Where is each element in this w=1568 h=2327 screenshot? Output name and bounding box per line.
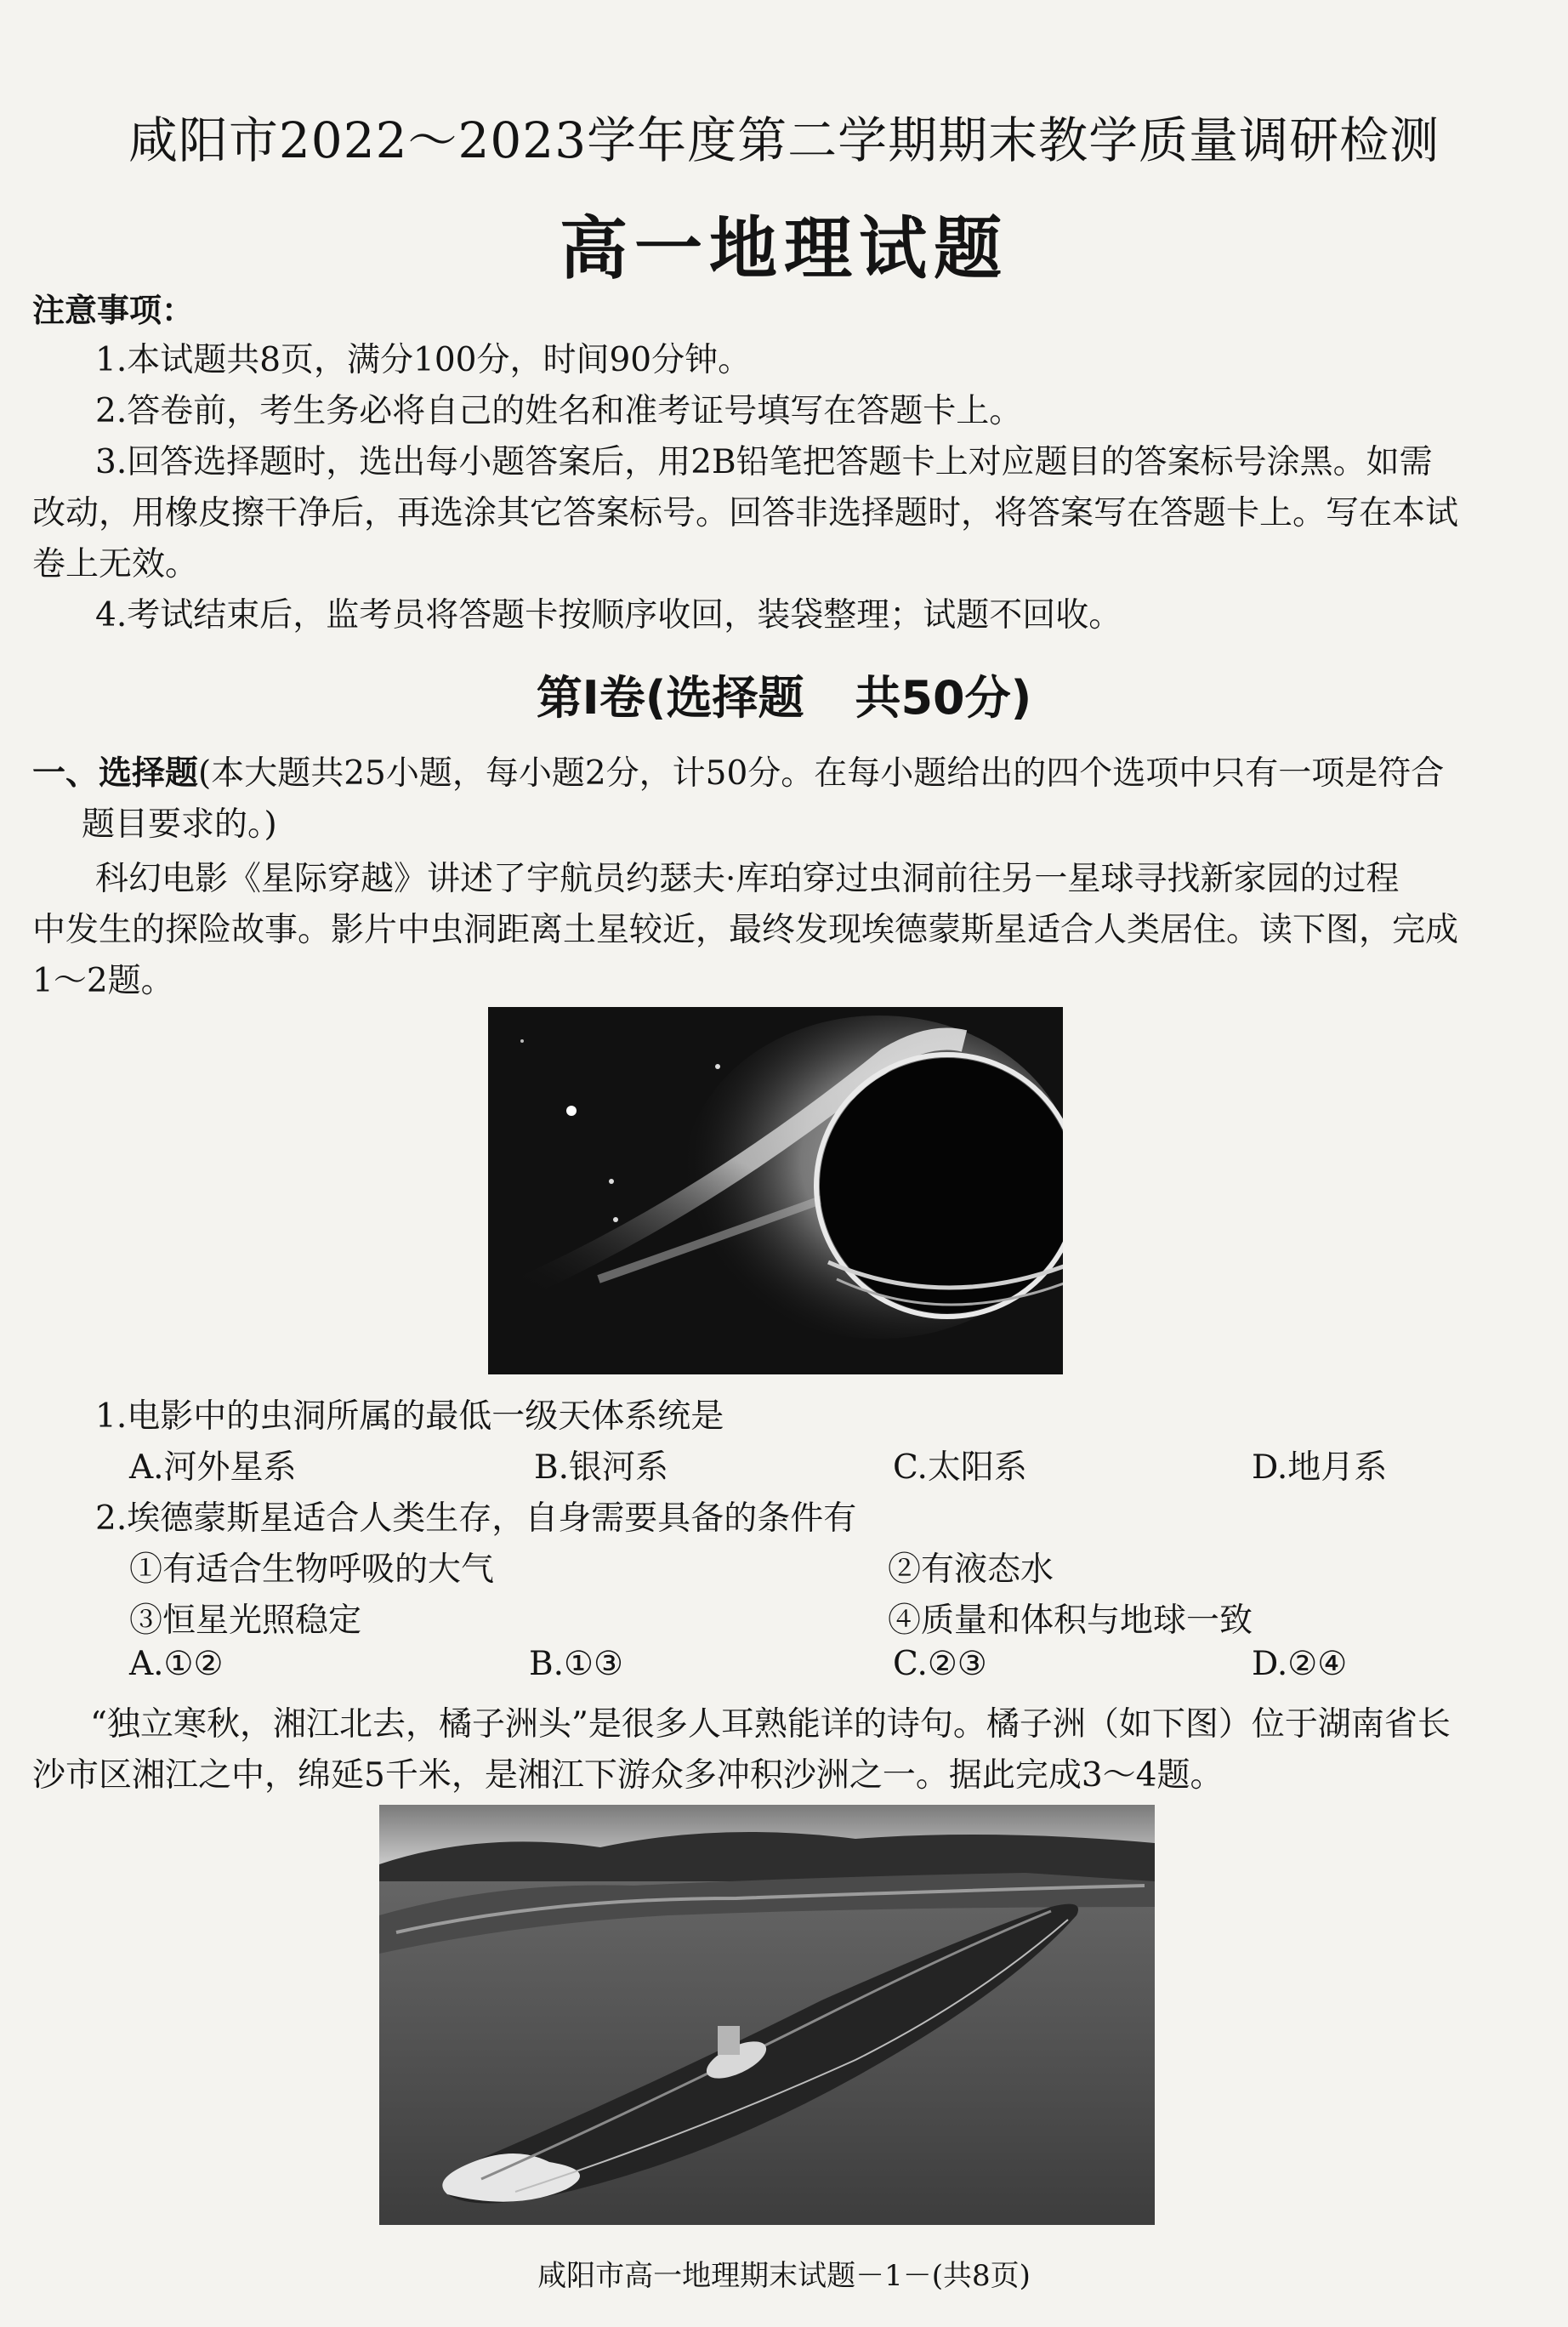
notice-item-3-cont2: 卷上无效。 xyxy=(32,545,199,583)
q2-option-d: D.②④ xyxy=(1252,1645,1348,1683)
section-title-a: 第Ⅰ卷(选择题 xyxy=(536,671,804,725)
passage1-line-2: 中发生的探险故事。影片中虫洞距离土星较近，最终发现埃德蒙斯星适合人类居住。读下图，完成 xyxy=(32,911,1459,949)
q1-option-a: A.河外星系 xyxy=(129,1448,297,1487)
page-footer: 咸阳市高一地理期末试题－1－(共8页) xyxy=(537,2259,1031,2293)
q1-stem: 1.电影中的虫洞所属的最低一级天体系统是 xyxy=(95,1397,724,1436)
passage2-line-2: 沙市区湘江之中，绵延5千米，是湘江下游众多冲积沙洲之一。据此完成3～4题。 xyxy=(32,1756,1224,1795)
q2-condition-1: ①有适合生物呼吸的大气 xyxy=(129,1550,495,1589)
q2-condition-4: ④质量和体积与地球一致 xyxy=(888,1602,1253,1640)
notice-heading: 注意事项： xyxy=(32,292,195,329)
wormhole-figure xyxy=(488,1007,1063,1374)
passage2-line-1: “独立寒秋，湘江北去，橘子洲头”是很多人耳熟能详的诗句。橘子洲（如下图）位于湖南省长 xyxy=(90,1705,1451,1744)
notice-item-3-cont: 改动，用橡皮擦干净后，再选涂其它答案标号。回答非选择题时，将答案写在答题卡上。写在本试 xyxy=(32,494,1459,532)
q2-option-b: B.①③ xyxy=(529,1645,623,1683)
q1-option-d: D.地月系 xyxy=(1252,1448,1388,1487)
part-desc: (本大题共25小题，每小题2分，计50分。在每小题给出的四个选项中只有一项是符合 xyxy=(198,754,1445,793)
passage1-line-3: 1～2题。 xyxy=(32,962,174,1000)
q2-condition-3: ③恒星光照稳定 xyxy=(129,1602,362,1640)
q1-option-b: B.银河系 xyxy=(534,1448,669,1487)
q2-option-c: C.②③ xyxy=(893,1645,987,1683)
q2-condition-2: ②有液态水 xyxy=(888,1550,1054,1589)
q2-option-a: A.①② xyxy=(129,1645,224,1683)
notice-item-3: 3.回答选择题时，选出每小题答案后，用2B铅笔把答题卡上对应题目的答案标号涂黑。如需 xyxy=(95,443,1433,481)
part-label: 一、选择题 xyxy=(32,754,199,793)
section-title-b: 共50分) xyxy=(855,671,1032,725)
notice-item-2: 2.答卷前，考生务必将自己的姓名和准考证号填写在答题卡上。 xyxy=(95,392,1023,430)
section-title xyxy=(0,662,1568,727)
subject-title: 高一地理试题 xyxy=(560,209,1008,288)
exam-header-title: 咸阳市2022～2023学年度第二学期期末教学质量调研检测 xyxy=(128,111,1440,169)
juzizhou-island-photo xyxy=(379,1805,1155,2225)
q1-option-c: C.太阳系 xyxy=(893,1448,1027,1487)
passage1-line-1: 科幻电影《星际穿越》讲述了宇航员约瑟夫·库珀穿过虫洞前往另一星球寻找新家园的过程 xyxy=(95,860,1400,898)
part-desc-cont: 题目要求的。) xyxy=(82,805,277,844)
part-one-intro xyxy=(32,747,1444,794)
q2-stem: 2.埃德蒙斯星适合人类生存，自身需要具备的条件有 xyxy=(95,1499,857,1538)
notice-item-1: 1.本试题共8页，满分100分，时间90分钟。 xyxy=(95,341,752,379)
notice-item-4: 4.考试结束后，监考员将答题卡按顺序收回，装袋整理；试题不回收。 xyxy=(95,596,1122,634)
